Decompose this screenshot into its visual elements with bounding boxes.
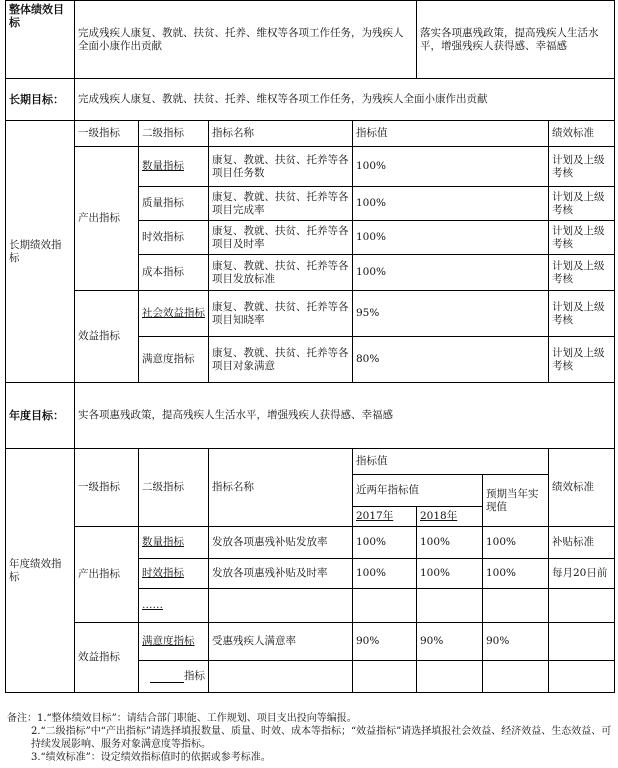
an-output-label: 产出指标 — [75, 527, 139, 623]
table-row-2018: 100% — [417, 527, 483, 559]
lt-header-level2: 二级指标 — [139, 121, 209, 147]
table-row-2017 — [353, 589, 417, 623]
table-row-name — [209, 661, 353, 693]
table-row-value: 95% — [353, 291, 549, 337]
lt-header-name: 指标名称 — [209, 121, 353, 147]
table-row-level2: 满意度指标 — [139, 337, 209, 383]
an-header-2017: 2017年 — [353, 507, 417, 527]
table-row-standard: 计划及上级考核 — [549, 255, 615, 291]
table-row-name: 发放各项惠残补贴发放率 — [209, 527, 353, 559]
table-row-2018 — [417, 661, 483, 693]
overall-label: 整体绩效目标 — [6, 1, 75, 79]
table-row-standard — [549, 623, 615, 661]
longterm-goal-label: 长期目标： — [6, 79, 75, 121]
an-header-2018: 2018年 — [417, 507, 483, 527]
table-row-name: 康复、教就、扶贫、托养等各项目完成率 — [209, 187, 353, 221]
table-row-standard: 计划及上级考核 — [549, 187, 615, 221]
an-header-name: 指标名称 — [209, 449, 353, 527]
lt-header-level1: 一级指标 — [75, 121, 139, 147]
annual-section-label: 年度绩效指标 — [6, 449, 75, 693]
table-row-name: 发放各项惠残补贴及时率 — [209, 559, 353, 589]
table-row-standard: 计划及上级考核 — [549, 147, 615, 187]
an-header-expected: 预期当年实现值 — [483, 475, 549, 527]
an-header-level2: 二级指标 — [139, 449, 209, 527]
table-row-level2: 满意度指标 — [139, 623, 209, 661]
table-row-name: 受惠残疾人满意率 — [209, 623, 353, 661]
table-row-level2: 社会效益指标 — [139, 291, 209, 337]
lt-header-standard: 绩效标准 — [549, 121, 615, 147]
note-1: 备注：1.“整体绩效目标”：请结合部门职能、工作规划、项目支出投向等编报。 — [7, 713, 357, 724]
table-row-level2: 时效指标 — [139, 221, 209, 255]
table-row-2017: 100% — [353, 559, 417, 589]
table-row-standard — [549, 661, 615, 693]
table-row-standard: 计划及上级考核 — [549, 337, 615, 383]
an-header-value: 指标值 — [353, 449, 549, 475]
table-row-standard — [549, 589, 615, 623]
table-row-value: 80% — [353, 337, 549, 383]
table-row-value: 100% — [353, 187, 549, 221]
longterm-section-label: 长期绩效指标 — [6, 121, 75, 383]
table-row-standard: 每月20日前 — [549, 559, 615, 589]
lt-output-label: 产出指标 — [75, 147, 139, 291]
table-row-standard: 计划及上级考核 — [549, 221, 615, 255]
an-benefit-label: 效益指标 — [75, 623, 139, 693]
table-row-standard: 补贴标准 — [549, 527, 615, 559]
table-row-standard: 计划及上级考核 — [549, 291, 615, 337]
table-row-expected — [483, 589, 549, 623]
table-row-2017: 100% — [353, 527, 417, 559]
an-header-standard: 绩效标准 — [549, 449, 615, 527]
table-row-level2: 时效指标 — [139, 559, 209, 589]
overall-col-a: 完成残疾人康复、教就、扶贫、托养、维权等各项工作任务，为残疾人全面小康作出贡献 — [75, 1, 417, 79]
table-row-value: 100% — [353, 255, 549, 291]
an-header-level1: 一级指标 — [75, 449, 139, 527]
lt-benefit-label: 效益指标 — [75, 291, 139, 383]
annual-goal-text: 实各项惠残政策，提高残疾人生活水平，增强残疾人获得感、幸福感 — [75, 383, 615, 449]
table-row-expected — [483, 661, 549, 693]
table-row-level2: 质量指标 — [139, 187, 209, 221]
note-2: 2.“二级指标”中“产出指标”请选择填报数量、质量、时效、成本等指标；“效益指标”请选择填报社会效益、经济效益、生态效益、可持续发展影响、服务对象满意度等指标。 — [31, 726, 612, 750]
table-row-blank-indicator: 指标 — [139, 661, 209, 693]
table-row-2017 — [353, 661, 417, 693]
table-row-2018: 90% — [417, 623, 483, 661]
notes — [7, 712, 613, 764]
table-row-name — [209, 589, 353, 623]
table-row-name: 康复、教就、扶贫、托养等各项目知晓率 — [209, 291, 353, 337]
table-row-value: 100% — [353, 147, 549, 187]
table-row-level2: 数量指标 — [139, 147, 209, 187]
longterm-goal-text: 完成残疾人康复、教就、扶贫、托养、维权等各项工作任务，为残疾人全面小康作出贡献 — [75, 79, 615, 121]
annual-goal-label: 年度目标： — [6, 383, 75, 449]
table-row-name: 康复、教就、扶贫、托养等各项目对象满意 — [209, 337, 353, 383]
table-row-expected: 100% — [483, 527, 549, 559]
lt-header-value: 指标值 — [353, 121, 549, 147]
table-row-expected: 100% — [483, 559, 549, 589]
performance-table — [5, 0, 615, 693]
table-row-expected: 90% — [483, 623, 549, 661]
table-row-ellipsis: …… — [139, 589, 209, 623]
table-row-2018: 100% — [417, 559, 483, 589]
table-row-name: 康复、教就、扶贫、托养等各项目任务数 — [209, 147, 353, 187]
table-row-2017: 90% — [353, 623, 417, 661]
table-row-name: 康复、教就、扶贫、托养等各项目及时率 — [209, 221, 353, 255]
table-row-value: 100% — [353, 221, 549, 255]
table-row-2018 — [417, 589, 483, 623]
table-row-level2: 数量指标 — [139, 527, 209, 559]
table-row-name: 康复、教就、扶贫、托养等各项目发放标准 — [209, 255, 353, 291]
overall-col-b: 落实各项惠残政策，提高残疾人生活水平，增强残疾人获得感、幸福感 — [417, 1, 615, 79]
note-3: 3.“绩效标准”：设定绩效指标值时的依据或参考标准。 — [31, 752, 271, 763]
an-header-recent: 近两年指标值 — [353, 475, 483, 507]
table-row-level2: 成本指标 — [139, 255, 209, 291]
